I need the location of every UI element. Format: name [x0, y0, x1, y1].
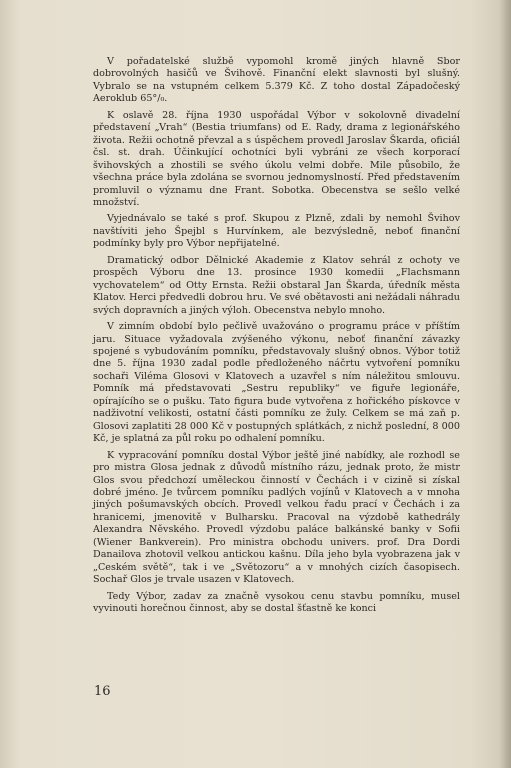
paragraph: V pořadatelské službě vypomohl kromě jiných hlavně Sbor dobrovolných hasičů ve Švihově. Finanční elekt slavnosti byl slušný. Vybralo se na vstupném celkem 5.379 Kč. Z toho dostal Západočeský Aeroklub 65°/₀.	[93, 56, 460, 105]
paragraph: Tedy Výbor, zadav za značně vysokou cenu stavbu pomníku, musel vyvinouti horečnou činnost, aby se dostal šťastně ke konci	[93, 590, 460, 615]
paragraph: Dramatický odbor Dělnické Akademie z Klatov sehrál z ochoty ve prospěch Výboru dne 13. prosince 1930 komedii „Flachsmann vychovatelem“ od Otty Ernsta. Režii obstaral Jan Škarda, úředník města Klatov. Herci předvedli dobrou hru. Ve své obětavosti ani nežádali náhradu svých dopravních a jiných výloh. Obecenstva nebylo mnoho.	[93, 254, 460, 316]
paragraph: K oslavě 28. října 1930 uspořádal Výbor v sokolovně divadelní představení „Vrah“ (Bestia triumfans) od E. Rady, drama z legionářského života. Režii ochotně převzal a s úspěchem provedl Jaroslav Škarda, oficiál čsl. st. drah. Účinkující ochotníci byli vybráni ze všech korporací švihovských a zhostili se svého úkolu velmi dobře. Mile působilo, že všechna práce byla zdolána se svornou jednomyslností. Před představením promluvil o významu dne Frant. Sobotka. Obecenstva se sešlo velké množství.	[93, 109, 460, 208]
page-gutter-shadow	[499, 0, 511, 768]
page-number: 16	[94, 684, 111, 699]
body-text	[93, 56, 460, 619]
paragraph: Vyjednávalo se také s prof. Skupou z Plzně, zdali by nemohl Švihov navštíviti jeho Špejbl s Hurvínkem, ale bezvýsledně, neboť finanční podmínky byly pro Výbor nepřijatelné.	[93, 213, 460, 250]
paragraph: K vypracování pomníku dostal Výbor ještě jiné nabídky, ale rozhodl se pro mistra Glosa jednak z důvodů místního rázu, jednak proto, že mistr Glos svou předchozí uměleckou činností v Čechách i v cizině si získal dobré jméno. Je tvůrcem pomníku padlých vojínů v Klatovech a v mnoha jiných pošumavských obcích. Provedl velkou řadu prací v Čechách i za hranicemi, jmenovitě v Bulharsku. Pracoval na výzdobě kathedrály Alexandra Něvského. Provedl výzdobu paláce balkánské banky v Sofii (Wiener Bankverein). Pro ministra obchodu univers. prof. Dra Dordi Danailova zhotovil velkou antickou kašnu. Díla jeho byla vyobrazena jak v „Ceském světě“, tak i ve „Světozoru“ a v mnohých cizích časopisech. Sochař Glos je trvale usazen v Klatovech.	[93, 449, 460, 586]
paragraph: V zimním období bylo pečlivě uvažováno o programu práce v příštím jaru. Situace vyžadovala zvýšeného výkonu, neboť finanční závazky spojené s vybudováním pomníku, představovaly slušný obnos. Výbor totiž dne 5. října 1930 zadal podle předloženého náčrtu vytvoření pomníku sochaři Viléma Glosovi v Klatovech a uzavřel s ním náležitou smlouvu. Pomník má představovati „Sestru republiky“ ve figuře legionáře, opírajícího se o pušku. Tato figura bude vytvořena z hořického pískovce v nadživotní velikosti, ostatní části pomníku ze žuly. Celkem se má zaň p. Glosovi zaplatiti 28 000 Kč v postupných splátkách, z nichž poslední, 8 000 Kč, je splatná za půl roku po odhalení pomníku.	[93, 321, 460, 445]
